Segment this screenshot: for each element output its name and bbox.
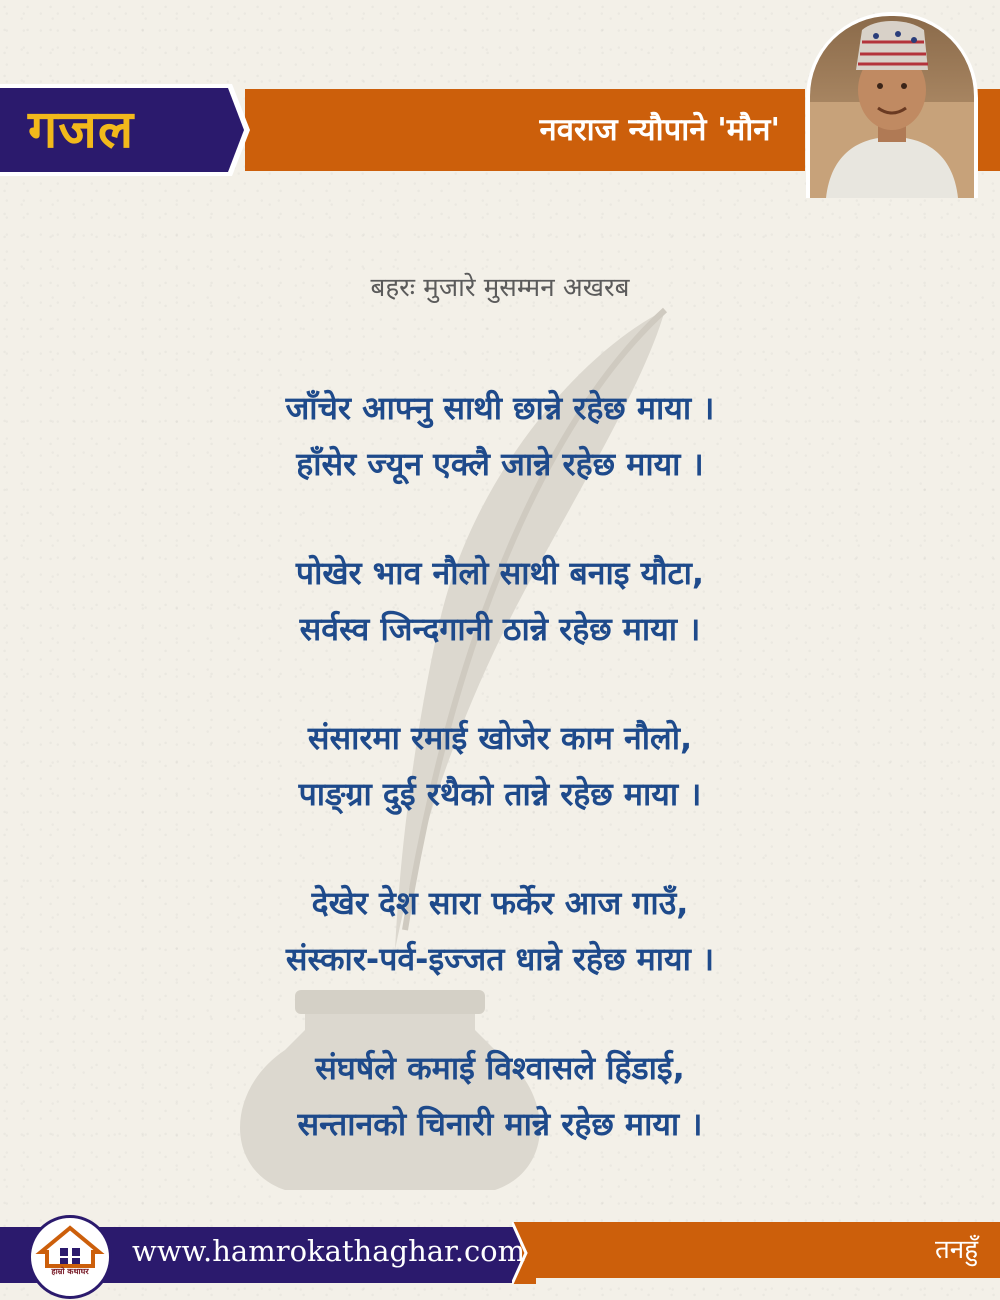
poem-line: संघर्षले कमाई विश्वासले हिंडाई, (315, 1049, 685, 1087)
meter-subtitle: बहरः मुजारे मुसम्मन अखरब (370, 273, 630, 303)
poem-line: संस्कार-पर्व-इज्जत धान्ने रहेछ माया । (285, 940, 715, 978)
site-logo[interactable] (28, 1215, 112, 1299)
poem-line: सन्तानको चिनारी मान्ने रहेछ माया । (297, 1105, 703, 1143)
poem-line: जाँचेर आफ्नु साथी छान्ने रहेछ माया । (285, 389, 715, 427)
poem-line: सर्वस्व जिन्दगानी ठान्ने रहेछ माया । (299, 610, 701, 648)
stanza-5 (0, 1040, 1000, 1152)
logo-text: हाम्रो कथाघर (51, 1267, 89, 1276)
author-photo (806, 12, 978, 198)
header-orange-tail (975, 89, 1000, 171)
poem-line: संसारमा रमाई खोजेर काम नौलो, (307, 719, 693, 757)
district-label: तनहुँ (934, 1235, 978, 1265)
poem-line: पाङ्ग्रा दुई रथैको तान्ने रहेछ माया । (298, 775, 702, 813)
ghazal-title: गजल (28, 100, 135, 160)
stanza-2 (0, 545, 1000, 657)
poem-line: हाँसेर ज्यून एक्लै जान्ने रहेछ माया । (296, 445, 704, 483)
stanza-3 (0, 710, 1000, 822)
stanza-1 (0, 380, 1000, 492)
stanza-4 (0, 875, 1000, 987)
website-link[interactable]: www.hamrokathaghar.com (132, 1234, 526, 1268)
poem-line: देखेर देश सारा फर्केर आज गाउँ, (311, 884, 689, 922)
author-name: नवराज न्यौपाने 'मौन' (539, 112, 780, 148)
poem-line: पोखेर भाव नौलो साथी बनाइ यौटा, (295, 554, 705, 592)
footer-orange-band (520, 1222, 1000, 1278)
